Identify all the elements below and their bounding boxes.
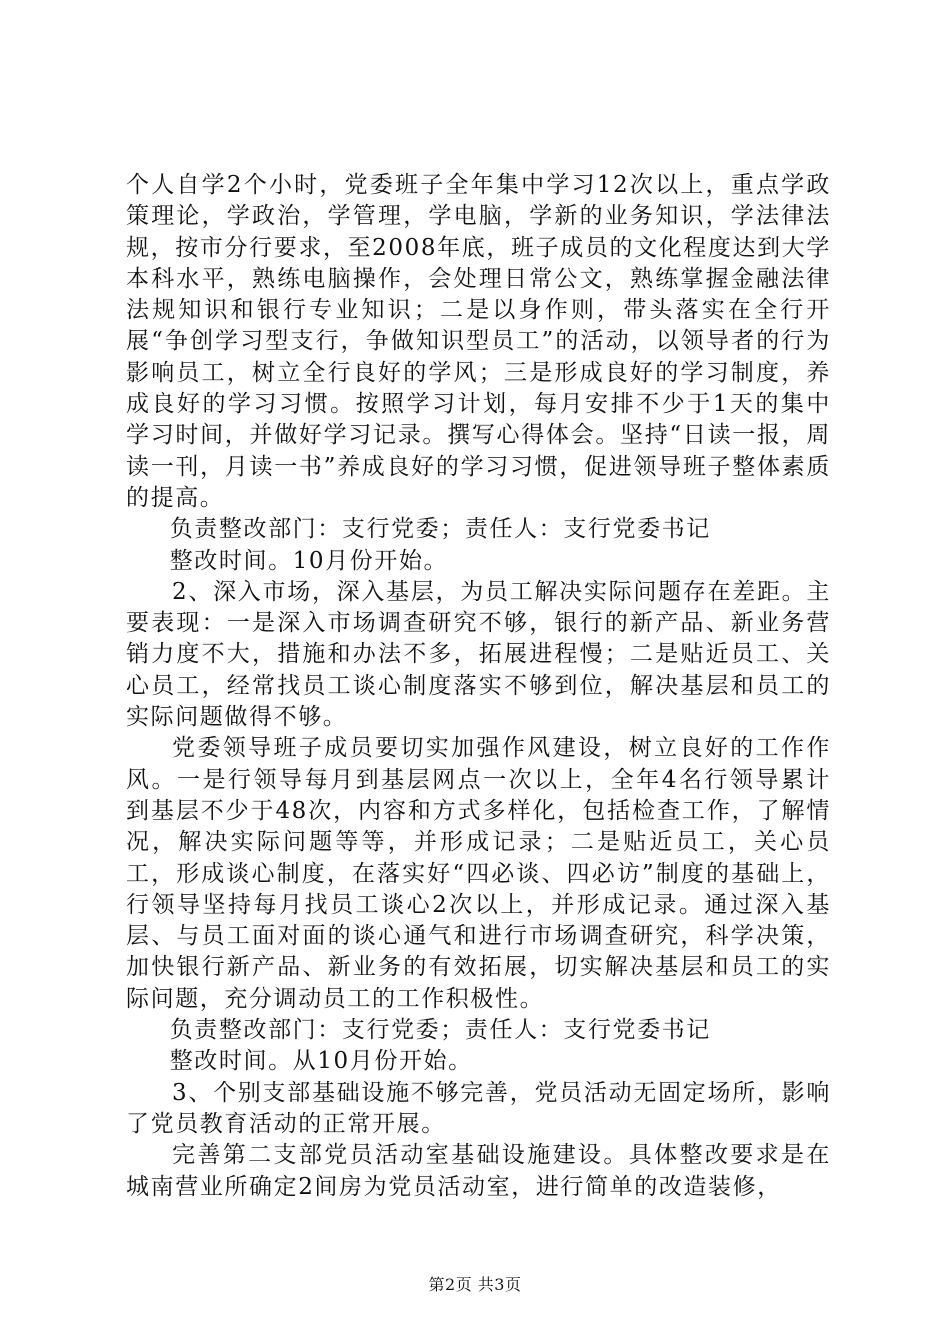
- paragraph-timeline-2: 整改时间。从10月份开始。: [169, 1048, 473, 1075]
- paragraph-measure-2: 党委领导班子成员要切实加强作风建设，树立良好的工作作风。一是行领导每月到基层网点一次以上，全年4名行领导累计到基层不少于48次，内容和方式多样化，包括检查工作，了解情况，解决实际问题等等，并形成记录；二是贴近员工，关心员工，形成谈心制度，在落实好“四必谈、四必访”制度的基础上，行领导坚持每月找员工谈心2次以上，并形成记录。通过深入基层、与员工面对面的谈心通气和进行市场调查研究，科学决策，加快银行新产品、新业务的有效拓展，切实解决基层和员工的实际问题，充分调动员工的工作积极性。: [126, 735, 831, 1012]
- paragraph-issue-2: 2、深入市场，深入基层，为员工解决实际问题存在差距。主要表现：一是深入市场调查研究不够，银行的新产品、新业务营销力度不大，措施和办法不多，拓展进程慢；二是贴近员工、关心员工，经常找员工谈心制度落实不够到位，解决基层和员工的实际问题做得不够。: [126, 578, 831, 731]
- paragraph-issue-3: 3、个别支部基础设施不够完善，党员活动无固定场所，影响了党员教育活动的正常开展。: [126, 1079, 831, 1137]
- paragraph-study-plan: 个人自学2个小时，党委班子全年集中学习12次以上，重点学政策理论，学政治，学管理，学电脑，学新的业务知识，学法律法规，按市分行要求，至2008年底，班子成员的文化程度达到大学本科水平，熟练电脑操作，会处理日常公文，熟练掌握金融法律法规知识和银行专业知识；二是以身作则，带头落实在全行开展“争创学习型支行，争做知识型员工”的活动，以领导者的行为影响员工，树立全行良好的学风；三是形成良好的学习制度，养成良好的学习习惯。按照学习计划，每月安排不少于1天的集中学习时间，并做好学习记录。撰写心得体会。坚持“日读一报，周读一刊，月读一书”养成良好的学习习惯，促进领导班子整体素质的提高。: [126, 172, 831, 511]
- paragraph-responsible-1: 负责整改部门：支行党委；责任人：支行党委书记: [169, 516, 711, 543]
- page-number-footer: 第2页 共3页: [428, 1275, 522, 1294]
- paragraph-measure-3: 完善第二支部党员活动室基础设施建设。具体整改要求是在城南营业所确定2间房为党员活动室，进行简单的改造装修，: [126, 1142, 831, 1200]
- paragraph-responsible-2: 负责整改部门：支行党委；责任人：支行党委书记: [169, 1017, 711, 1044]
- paragraph-timeline-1: 整改时间。10月份开始。: [169, 547, 449, 574]
- document-body: [126, 170, 831, 1203]
